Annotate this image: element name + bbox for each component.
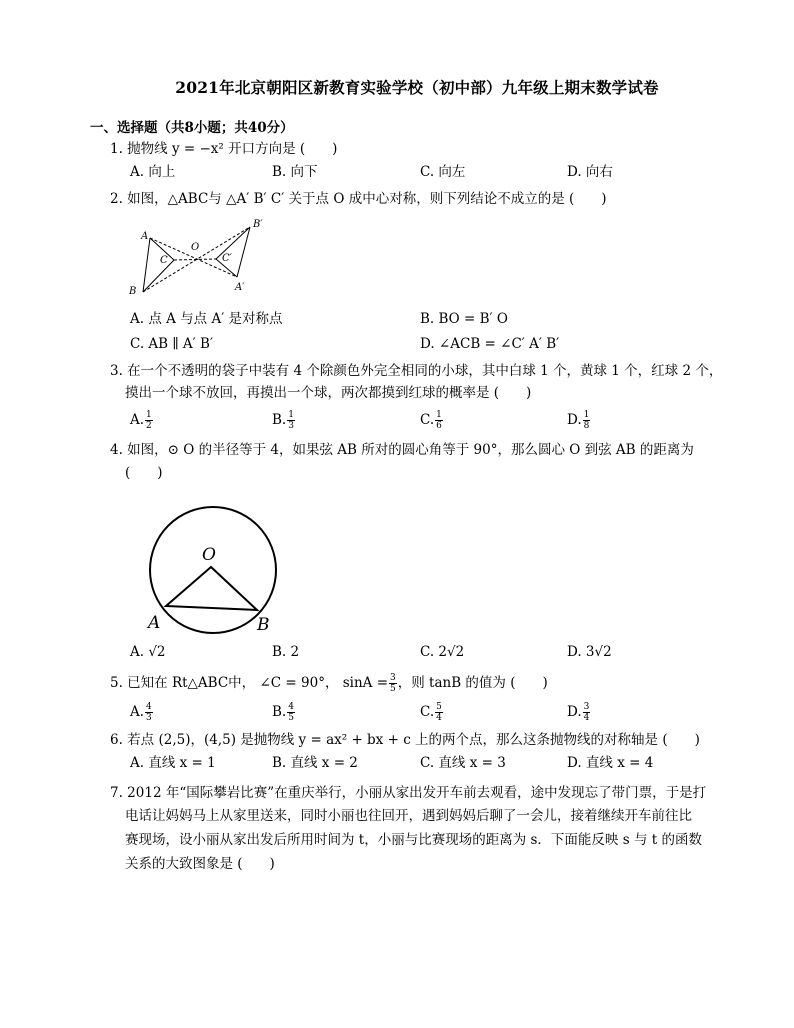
label-a: A — [148, 613, 161, 633]
q6-option-c: C. 直线 x = 3 — [420, 755, 506, 771]
q5-option-d: D. $\frac{3}{4}$ — [567, 702, 590, 723]
label-b-prime: B′ — [253, 219, 263, 230]
q4-stem-line1: 4. 如图，⊙ O 的半径等于 4，如果弦 AB 所对的圆心角等于 90°，那么圆心 O 到弦 AB 的距离为 — [110, 442, 694, 458]
q7-line3: 赛现场，设小丽从家出发后所用时间为 t，小丽与比赛现场的距离为 s．下面能反映 s 与 t 的函数 — [125, 832, 702, 848]
segment-ab — [143, 238, 150, 292]
q4-circle-figure — [140, 500, 290, 635]
q6-stem: 6. 若点 (2,5)，(4,5) 是抛物线 y = ax² + bx + c 上的两个点，那么这条抛物线的对称轴是 ( ) — [110, 732, 700, 748]
q1-option-d: D. 向右 — [567, 164, 613, 180]
label-b: B — [257, 615, 270, 635]
label-b: B — [129, 286, 137, 297]
label-a-prime: A′ — [235, 282, 245, 293]
q4-stem-line2: ( ) — [125, 465, 163, 481]
q3-option-c: C. $\frac{1}{6}$ — [420, 410, 442, 431]
q4-option-d: D. 3√2 — [567, 644, 612, 660]
q3-stem-line2: 摸出一个球不放回，再摸出一个球，两次都摸到红球的概率是 ( ) — [125, 385, 532, 401]
q4-option-b: B. 2 — [272, 644, 300, 660]
q7-line1: 7. 2012 年“国际攀岩比赛”在重庆举行，小丽从家出发开车前去观看，途中发现忘了带门票，于是打 — [110, 785, 707, 801]
label-o: O — [191, 242, 200, 253]
q3-option-d: D. $\frac{1}{8}$ — [567, 410, 590, 431]
label-a: A — [141, 231, 149, 242]
q5-stem: 5. 已知在 Rt△ABC中， ∠C = 90°， sinA = $\frac{3}{5}$ ，则 tanB 的值为 ( ) — [110, 673, 548, 694]
q5-option-a: A. $\frac{4}{3}$ — [130, 702, 152, 723]
q2-option-d: D. ∠ACB = ∠C′ A′ B′ — [420, 336, 560, 352]
q2-option-b: B. BO = B′ O — [420, 311, 508, 327]
segment-a2b2 — [237, 227, 250, 277]
exam-title: 2021年北京朝阳区新教育实验学校（初中部）九年级上期末数学试卷 — [175, 78, 659, 97]
q6-option-a: A. 直线 x = 1 — [130, 755, 216, 771]
section-heading: 一、选择题（共8小题；共40分） — [90, 120, 294, 136]
q3-option-b: B. $\frac{1}{3}$ — [272, 410, 294, 431]
q2-stem: 2. 如图，△ABC与 △A′ B′ C′ 关于点 O 成中心对称，则下列结论不成立的是 ( ) — [110, 191, 607, 207]
q3-option-a: A. $\frac{1}{2}$ — [130, 410, 152, 431]
q6-option-d: D. 直线 x = 4 — [567, 755, 654, 771]
q2-option-a: A. 点 A 与点 A′ 是对称点 — [130, 311, 283, 327]
q7-line2: 电话让妈妈马上从家里送来，同时小丽也往回开，遇到妈妈后聊了一会儿，接着继续开车前往比 — [125, 808, 692, 824]
q4-option-a: A. √2 — [130, 644, 166, 660]
triangle-oab — [166, 567, 257, 610]
q1-option-c: C. 向左 — [420, 164, 466, 180]
label-c: C — [160, 255, 168, 266]
q2-option-c: C. AB ∥ A′ B′ — [130, 336, 214, 352]
q7-line4: 关系的大致图象是 ( ) — [125, 856, 275, 872]
label-o: O — [202, 545, 216, 565]
dashed-cc2 — [174, 259, 216, 260]
q6-option-b: B. 直线 x = 2 — [272, 755, 358, 771]
q1-option-b: B. 向下 — [272, 164, 318, 180]
q4-option-c: C. 2√2 — [420, 644, 465, 660]
q1-option-a: A. 向上 — [130, 164, 176, 180]
q2-symmetry-figure — [125, 215, 270, 297]
q5-option-b: B. $\frac{4}{5}$ — [272, 702, 294, 723]
q1-stem: 1. 抛物线 y = −x² 开口方向是 ( ) — [110, 141, 338, 157]
q3-stem-line1: 3. 在一个不透明的袋子中装有 4 个除颜色外完全相同的小球，其中白球 1 个，黄球 1 个，红球 2 个， — [110, 363, 723, 379]
q5-option-c: C. $\frac{5}{4}$ — [420, 702, 442, 723]
label-c-prime: C′ — [222, 253, 232, 264]
